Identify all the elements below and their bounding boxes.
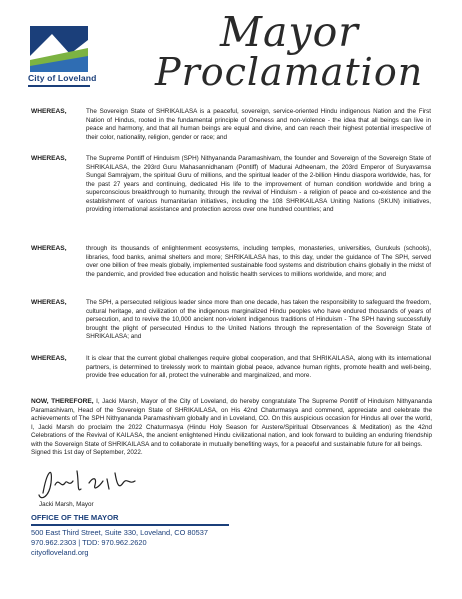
therefore-keyword: NOW, THEREFORE, (31, 398, 94, 405)
city-logo (30, 26, 88, 72)
whereas-text: The SPH, a persecuted religious leader since more than one decade, has taken the responsibility to safeguard the freedom, cultural heritage, and civilization of the indigenous marginalized Hindu peoples who have endured thousands of years of persecution, and to revive the 10,000 ancient non-violent indigenous traditions of Hinduism - The SPH having successfully brought the plight of persecuted Hindus to the United Nations through the representation of the Sovereign State of SHRIKAILASA; and (86, 299, 431, 341)
whereas-keyword: WHEREAS, (31, 245, 67, 252)
title-proclamation: Proclamation (155, 50, 424, 94)
whereas-keyword: WHEREAS, (31, 155, 67, 162)
signed-date: Signed this 1st day of September, 2022. (31, 449, 143, 456)
whereas-keyword: WHEREAS, (31, 299, 67, 306)
whereas-text: The Sovereign State of SHRIKAILASA is a peaceful, sovereign, service-oriented Hindu indigenous Nation and the First Nation of Hindus, rooted in the fundamental principle of Oneness and non-violence - the idea that all beings can live in peace and harmony, and that all human beings are equal and divine, and can reach their highest potential irrespective of their color, nationality, religion, gender or race; and (86, 108, 431, 141)
therefore-text: I, Jacki Marsh, Mayor of the City of Loveland, do hereby congratulate The Supreme Pontiff of Hinduism Nithyananda Paramashivam, Head of the Sovereign State of SHRIKAILASA, on His 42nd Chaturmasya and commend, appreciate and celebrate the achievements of The SPH Nithyananda Paramashivam globally and in Loveland, CO. On this auspicious occasion for Hindus all over the world, I, Jacki Marsh do proclaim the 2022 Chaturmasya (Hindu Holy Season for Austere/Spiritual Observances & Meditation) as the 42nd Celebrations of the Revival of KAILASA, the ancient enlightened Hindu civilizational nation, and look forward to building an enduring friendship with the Sovereign State of SHRIKAILASA and to collaborate in mutually benefiting ways, for a peaceful and sustainable future for all beings. (31, 398, 432, 448)
whereas-text: through its thousands of enlightenment ecosystems, including temples, monasteries, universities, Gurukuls (schools), libraries, food banks, animal shelters and more; SHRIKAILASA has, to this day, under the guidance of The SPH, served over one billion of free meals globally, implemented sustainable food systems and distribution chains globally in the midst of the pandemic, and provided free education and holistic health services to millions worldwide, and more; and (86, 245, 431, 278)
logo-divider (28, 85, 90, 87)
office-divider (31, 524, 229, 526)
therefore-paragraph (31, 398, 432, 449)
city-name: City of Loveland (28, 73, 97, 83)
title-mayor: Mayor (220, 8, 359, 56)
office-heading: OFFICE OF THE MAYOR (31, 513, 119, 522)
whereas-keyword: WHEREAS, (31, 108, 67, 115)
office-website[interactable]: cityofloveland.org (31, 548, 89, 557)
whereas-text: It is clear that the current global challenges require global cooperation, and that SHRIKAILASA, along with its international partners, is determined to tirelessly work to maintain global peace, advance human rights, promote health and well-being, provide free education for all, protect the vulnerable and marginalized, and more. (86, 355, 431, 380)
whereas-keyword: WHEREAS, (31, 355, 67, 362)
signer-name: Jacki Marsh, Mayor (39, 501, 94, 508)
whereas-text: The Supreme Pontiff of Hinduism (SPH) Nithyananda Paramashivam, the founder and Sovereign of the Sovereign State of SHRIKAILASA, the 293rd Guru Mahasannidhanam (Pontiff) of Madurai Adheenam, the 203rd Emperor of Suryavamsa Sungal Samrajyam, the spiritual Guru of millions, and the spiritual leader of the 2-billion Hindu diaspora worldwide, has, for the past 27 years and continuing, dedicated His life to the improvement of human condition worldwide and bring a superconscious breakthrough to humanity, through the revival of Hinduism - a religion of peace and co-existence and the establishment of various humanitarian initiatives, including the 108 SHRIKAILASA Uniting Nations (SKUN) initiatives, providing international assistance and protection across over one hundred countries; and (86, 155, 431, 214)
office-phone: 970.962.2303 | TDD: 970.962.2620 (31, 538, 147, 547)
office-address: 500 East Third Street, Suite 330, Loveland, CO 80537 (31, 528, 208, 537)
mayor-signature (37, 463, 157, 503)
